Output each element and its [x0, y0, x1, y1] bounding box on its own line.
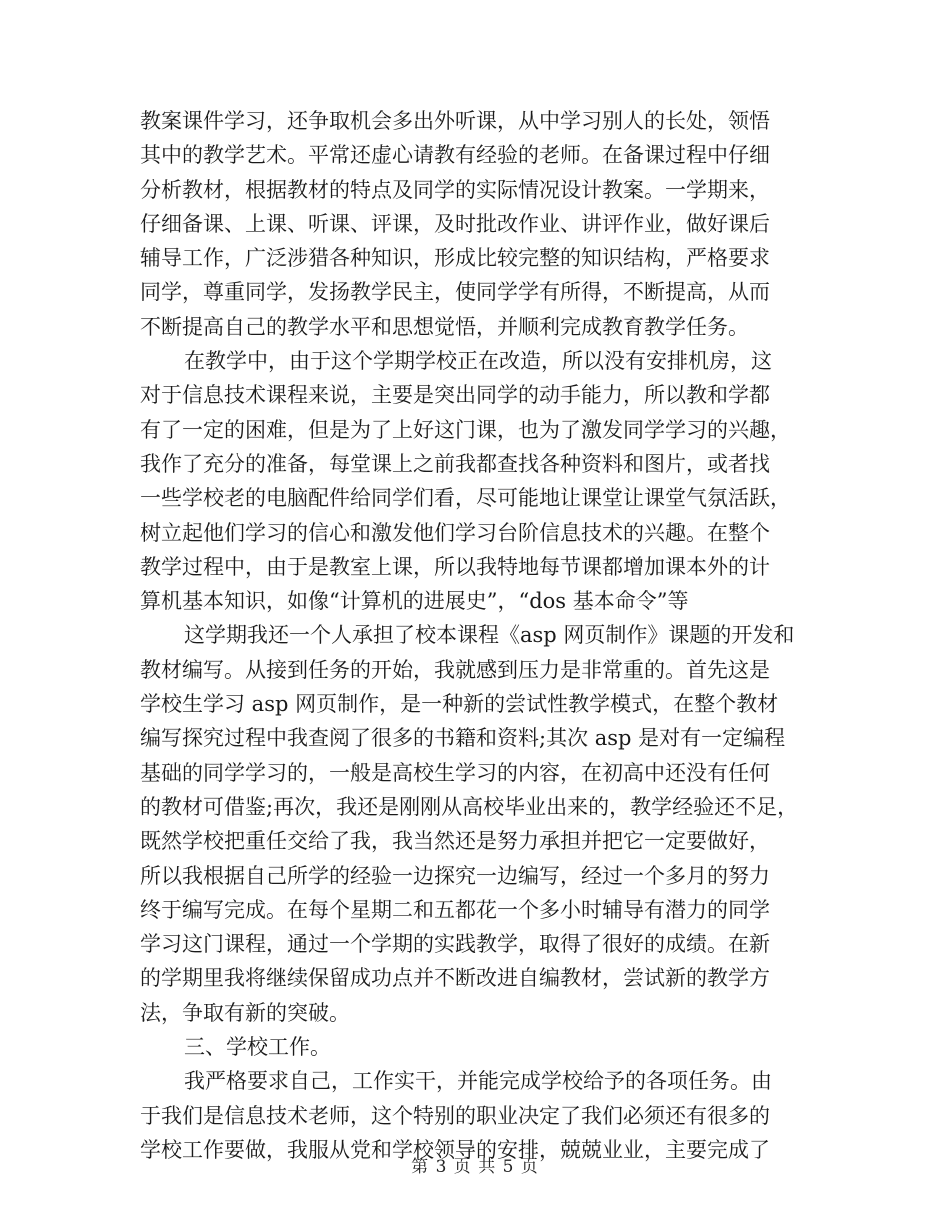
text-line: 教案课件学习，还争取机会多出外听课，从中学习别人的长处，领悟 — [140, 109, 770, 133]
text-line: 分析教材，根据教材的特点及同学的实际情况设计教案。一学期来， — [140, 177, 770, 202]
text-line: 于我们是信息技术老师，这个特别的职业决定了我们必须还有很多的 — [140, 1103, 770, 1128]
text-line: 我严格要求自己，工作实干，并能完成学校给予的各项任务。由 — [184, 1069, 772, 1094]
text-line: 教材编写。从接到任务的开始，我就感到压力是非常重的。首先这是 — [140, 657, 770, 682]
text-line: 同学，尊重同学，发扬教学民主，使同学学有所得，不断提高，从而 — [140, 280, 770, 305]
text-line: 法，争取有新的突破。 — [140, 1000, 350, 1025]
text-line: 不断提高自己的教学水平和思想觉悟，并顺利完成教育教学任务。 — [140, 314, 749, 339]
text-line: 算机基本知识，如像“计算机的进展史”，“dos 基本命令”等 — [140, 589, 689, 614]
text-line: 三、学校工作。 — [184, 1035, 331, 1060]
text-line: 编写探究过程中我查阅了很多的书籍和资料;其次 asp 是对有一定编程 — [140, 726, 786, 751]
text-line: 学校工作要做，我服从党和学校领导的安排，兢兢业业，主要完成了 — [140, 1137, 770, 1162]
text-line: 有了一定的困难，但是为了上好这门课，也为了激发同学学习的兴趣， — [140, 417, 791, 442]
text-line: 仔细备课、上课、听课、评课，及时批改作业、讲评作业，做好课后 — [140, 211, 770, 236]
text-line: 所以我根据自己所学的经验一边探究一边编写，经过一个多月的努力 — [140, 863, 770, 888]
text-line: 我作了充分的准备，每堂课上之前我都查找各种资料和图片，或者找 — [140, 451, 770, 476]
document-body — [140, 104, 830, 1167]
text-line: 一些学校老的电脑配件给同学们看，尽可能地让课堂让课堂气氛活跃， — [140, 486, 791, 511]
page-number: 第 3 页 共 5 页 — [411, 1157, 539, 1177]
text-line: 既然学校把重任交给了我，我当然还是努力承担并把它一定要做好， — [140, 829, 770, 854]
text-line: 这学期我还一个人承担了校本课程《asp 网页制作》课题的开发和 — [184, 623, 795, 648]
text-line: 教学过程中，由于是教室上课，所以我特地每节课都增加课本外的计 — [140, 554, 770, 579]
text-line: 学校生学习 asp 网页制作，是一种新的尝试性教学模式，在整个教材 — [140, 692, 779, 717]
text-line: 的学期里我将继续保留成功点并不断改进自编教材，尝试新的教学方 — [140, 966, 770, 991]
text-line: 对于信息技术课程来说，主要是突出同学的动手能力，所以教和学都 — [140, 383, 770, 408]
text-line: 基础的同学学习的，一般是高校生学习的内容，在初高中还没有任何 — [140, 760, 770, 785]
text-line: 其中的教学艺术。平常还虚心请教有经验的老师。在备课过程中仔细 — [140, 143, 770, 168]
text-line: 学习这门课程，通过一个学期的实践教学，取得了很好的成绩。在新 — [140, 932, 770, 957]
text-line: 的教材可借鉴;再次，我还是刚刚从高校毕业出来的，教学经验还不足， — [140, 794, 799, 819]
text-line: 树立起他们学习的信心和激发他们学习台阶信息技术的兴趣。在整个 — [140, 520, 770, 545]
text-line: 终于编写完成。在每个星期二和五都花一个多小时辅导有潜力的同学 — [140, 897, 770, 922]
text-line: 辅导工作，广泛涉猎各种知识，形成比较完整的知识结构，严格要求 — [140, 246, 770, 271]
text-line: 在教学中，由于这个学期学校正在改造，所以没有安排机房，这 — [184, 349, 772, 374]
